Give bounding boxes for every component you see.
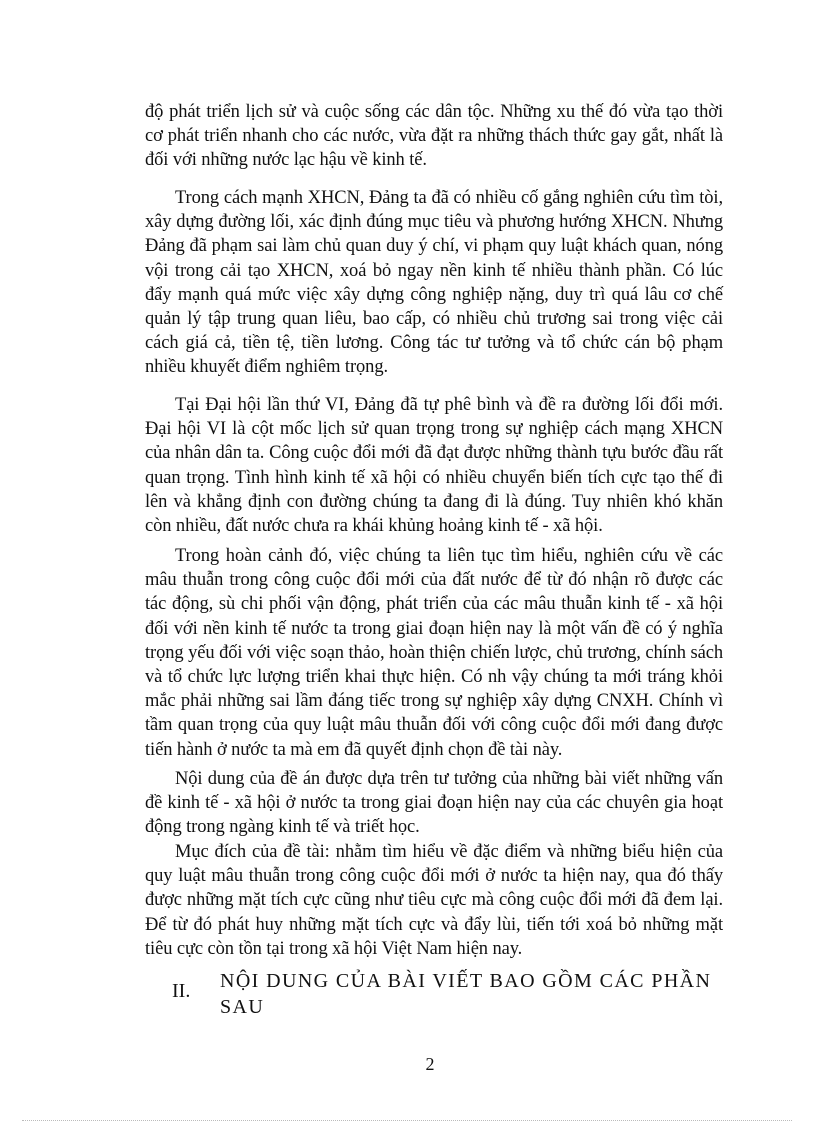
page-bottom-divider bbox=[22, 1120, 792, 1121]
page-number: 2 bbox=[425, 1054, 435, 1074]
paragraph-5: Nội dung của đề án được dựa trên tư tưởng của những bài viết những vấn đề kinh tế - xã hội ở nước ta trong giai đoạn hiện nay của các chuyên gia hoạt động trong ngàng kinh tế và triết học. bbox=[145, 769, 723, 838]
paragraph-1: độ phát triển lịch sử và cuộc sống các dân tộc. Những xu thế đó vừa tạo thời cơ phát triển nhanh cho các nước, vừa đặt ra những thách thức gay gắt, nhất là đối với những nước lạc hậu về kinh tế. bbox=[145, 102, 723, 171]
section-number: II. bbox=[172, 980, 191, 1002]
paragraph-2: Trong cách mạnh XHCN, Đảng ta đã có nhiều cố gắng nghiên cứu tìm tòi, xây dựng đường lối, xác định đúng mục tiêu và phương hướng XHCN. Nhưng Đảng đã phạm sai làm chủ quan duy ý chí, vi phạm quy luật khách quan, nóng vội trong cải tạo XHCN, xoá bỏ ngay nền kinh tế nhiều thành phần. Có lúc đẩy mạnh quá mức việc xây dựng công nghiệp nặng, duy trì quá lâu cơ chế quản lý tập trung quan liêu, bao cấp, có nhiều chủ trương sai trong việc cải cách giá cả, tiền tệ, tiền lương. Công tác tư tưởng và tổ chức cán bộ phạm nhiều khuyết điểm nghiêm trọng. bbox=[145, 188, 723, 378]
section-heading bbox=[172, 968, 732, 1020]
paragraph-6: Mục đích của đề tài: nhằm tìm hiểu về đặc điểm và những biểu hiện của quy luật mâu thuẫn trong công cuộc đổi mới ở nước ta hiện nay, qua đó thấy được những mặt tích cực cũng như tiêu cực mà công cuộc đổi mới đã đem lại. Để từ đó phát huy những mặt tích cực và đẩy lùi, tiến tới xoá bỏ những mặt tiêu cực còn tồn tại trong xã hội Việt Nam hiện nay. bbox=[145, 842, 723, 959]
paragraph-4: Trong hoàn cảnh đó, việc chúng ta liên tục tìm hiểu, nghiên cứu về các mâu thuẫn trong công cuộc đổi mới của đất nước để từ đó nhận rõ được các tác động, sù chi phối vận động, phát triển của các mâu thuẫn kinh tế - xã hội đối với nền kinh tế nước ta trong giai đoạn hiện nay là một vấn đề có ý nghĩa trọng yếu đối với việc soạn thảo, hoàn thiện chiến lược, chủ trương, chính sách và tổ chức lực lượng triển khai thực hiện. Có nh vậy chúng ta mới tráng khỏi mắc phải những sai lầm đáng tiếc trong sự nghiệp xây dựng CNXH. Chính vì tầm quan trọng của quy luật mâu thuẫn đối với công cuộc đổi mới đang được tiến hành ở nước ta mà em đã quyết định chọn đề tài này. bbox=[145, 546, 723, 760]
section-title: NỘI DUNG CỦA BÀI VIẾT BAO GỒM CÁC PHẦN SAU bbox=[220, 970, 712, 1018]
paragraph-3: Tại Đại hội lần thứ VI, Đảng đã tự phê bình và đề ra đường lối đổi mới. Đại hội VI là cột mốc lịch sử quan trọng trong sự nghiệp cách mạng XHCN của nhân dân ta. Công cuộc đổi mới đã đạt được những thành tựu bước đầu rất quan trọng. Tình hình kinh tế xã hội có nhiều chuyển biến tích cực tạo thế đi lên và khẳng định con đường chúng ta đang đi là đúng. Tuy nhiên khó khăn còn nhiều, đất nước chưa ra khái khủng hoảng kinh tế - xã hội. bbox=[145, 395, 723, 537]
